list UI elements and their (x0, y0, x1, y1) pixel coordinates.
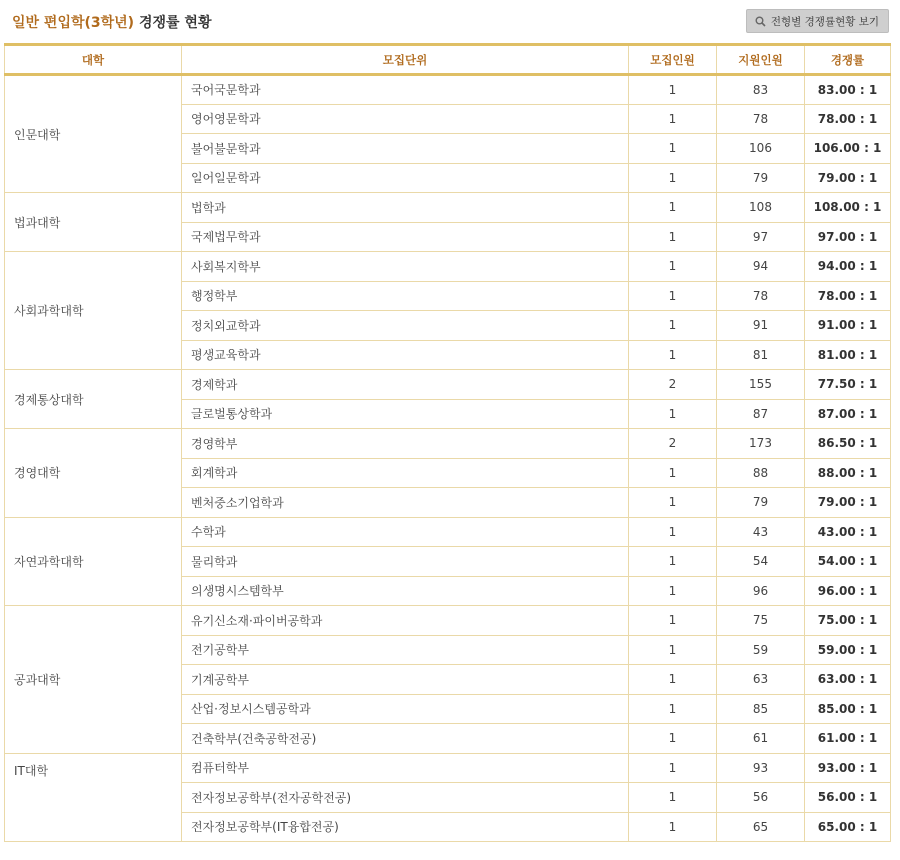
ratio-cell: 65.00 : 1 (805, 812, 891, 842)
view-button-label: 전형별 경쟁률현황 보기 (770, 15, 879, 28)
quota-cell: 1 (629, 783, 717, 813)
quota-cell: 1 (629, 134, 717, 164)
college-cell: 사회과학대학 (5, 252, 182, 370)
ratio-cell: 88.00 : 1 (805, 458, 891, 488)
department-cell: 국어국문학과 (182, 75, 629, 105)
quota-cell: 1 (629, 340, 717, 370)
table-row (5, 753, 891, 783)
table-row (5, 517, 891, 547)
applicants-cell: 65 (717, 812, 805, 842)
view-by-admission-type-button[interactable] (746, 9, 889, 33)
column-header-department: 모집단위 (182, 45, 629, 75)
department-cell: 물리학과 (182, 547, 629, 577)
quota-cell: 1 (629, 222, 717, 252)
department-cell: 일어일문학과 (182, 163, 629, 193)
ratio-cell: 96.00 : 1 (805, 576, 891, 606)
ratio-cell: 91.00 : 1 (805, 311, 891, 341)
ratio-cell: 93.00 : 1 (805, 753, 891, 783)
table-header-row (5, 45, 891, 75)
applicants-cell: 78 (717, 104, 805, 134)
department-cell: 기계공학부 (182, 665, 629, 695)
quota-cell: 1 (629, 193, 717, 223)
ratio-cell: 86.50 : 1 (805, 429, 891, 459)
applicants-cell: 97 (717, 222, 805, 252)
competition-rate-table (4, 43, 891, 842)
quota-cell: 1 (629, 75, 717, 105)
applicants-cell: 173 (717, 429, 805, 459)
column-header-quota: 모집인원 (629, 45, 717, 75)
quota-cell: 1 (629, 606, 717, 636)
ratio-cell: 75.00 : 1 (805, 606, 891, 636)
department-cell: 영어영문학과 (182, 104, 629, 134)
department-cell: 전기공학부 (182, 635, 629, 665)
department-cell: 법학과 (182, 193, 629, 223)
college-cell: 자연과학대학 (5, 517, 182, 606)
page-title-highlight: 일반 편입학(3학년) (12, 15, 135, 31)
column-header-ratio: 경쟁률 (805, 45, 891, 75)
applicants-cell: 78 (717, 281, 805, 311)
ratio-cell: 108.00 : 1 (805, 193, 891, 223)
column-header-college: 대학 (5, 45, 182, 75)
ratio-cell: 63.00 : 1 (805, 665, 891, 695)
quota-cell: 1 (629, 694, 717, 724)
applicants-cell: 61 (717, 724, 805, 754)
applicants-cell: 79 (717, 163, 805, 193)
quota-cell: 1 (629, 399, 717, 429)
quota-cell: 1 (629, 163, 717, 193)
quota-cell: 1 (629, 458, 717, 488)
quota-cell: 2 (629, 429, 717, 459)
quota-cell: 1 (629, 252, 717, 282)
ratio-cell: 78.00 : 1 (805, 104, 891, 134)
applicants-cell: 106 (717, 134, 805, 164)
applicants-cell: 91 (717, 311, 805, 341)
applicants-cell: 59 (717, 635, 805, 665)
applicants-cell: 94 (717, 252, 805, 282)
quota-cell: 1 (629, 281, 717, 311)
department-cell: 불어불문학과 (182, 134, 629, 164)
column-header-applicants: 지원인원 (717, 45, 805, 75)
quota-cell: 1 (629, 104, 717, 134)
quota-cell: 1 (629, 547, 717, 577)
table-body (5, 75, 891, 842)
department-cell: 회계학과 (182, 458, 629, 488)
ratio-cell: 59.00 : 1 (805, 635, 891, 665)
quota-cell: 1 (629, 812, 717, 842)
table-row (5, 252, 891, 282)
applicants-cell: 87 (717, 399, 805, 429)
quota-cell: 1 (629, 488, 717, 518)
ratio-cell: 56.00 : 1 (805, 783, 891, 813)
college-cell: 인문대학 (5, 75, 182, 193)
department-cell: 건축학부(건축공학전공) (182, 724, 629, 754)
ratio-cell: 79.00 : 1 (805, 163, 891, 193)
department-cell: 글로벌통상학과 (182, 399, 629, 429)
department-cell: 평생교육학과 (182, 340, 629, 370)
department-cell: 의생명시스템학부 (182, 576, 629, 606)
ratio-cell: 83.00 : 1 (805, 75, 891, 105)
department-cell: 컴퓨터학부 (182, 753, 629, 783)
ratio-cell: 79.00 : 1 (805, 488, 891, 518)
department-cell: 경영학부 (182, 429, 629, 459)
page-title (12, 12, 211, 32)
department-cell: 수학과 (182, 517, 629, 547)
applicants-cell: 43 (717, 517, 805, 547)
ratio-cell: 87.00 : 1 (805, 399, 891, 429)
applicants-cell: 63 (717, 665, 805, 695)
applicants-cell: 54 (717, 547, 805, 577)
quota-cell: 1 (629, 311, 717, 341)
ratio-cell: 85.00 : 1 (805, 694, 891, 724)
department-cell: 전자정보공학부(전자공학전공) (182, 783, 629, 813)
table-row (5, 429, 891, 459)
applicants-cell: 79 (717, 488, 805, 518)
table-row (5, 75, 891, 105)
applicants-cell: 75 (717, 606, 805, 636)
college-cell: 경영대학 (5, 429, 182, 518)
college-cell: 경제통상대학 (5, 370, 182, 429)
quota-cell: 1 (629, 576, 717, 606)
page-header (0, 0, 900, 44)
department-cell: 국제법무학과 (182, 222, 629, 252)
quota-cell: 1 (629, 753, 717, 783)
ratio-cell: 78.00 : 1 (805, 281, 891, 311)
applicants-cell: 56 (717, 783, 805, 813)
department-cell: 산업·정보시스템공학과 (182, 694, 629, 724)
ratio-cell: 77.50 : 1 (805, 370, 891, 400)
department-cell: 정치외교학과 (182, 311, 629, 341)
ratio-cell: 106.00 : 1 (805, 134, 891, 164)
applicants-cell: 88 (717, 458, 805, 488)
quota-cell: 1 (629, 665, 717, 695)
applicants-cell: 85 (717, 694, 805, 724)
quota-cell: 2 (629, 370, 717, 400)
table-row (5, 370, 891, 400)
ratio-cell: 43.00 : 1 (805, 517, 891, 547)
department-cell: 사회복지학부 (182, 252, 629, 282)
department-cell: 벤처중소기업학과 (182, 488, 629, 518)
applicants-cell: 83 (717, 75, 805, 105)
department-cell: 행정학부 (182, 281, 629, 311)
page-title-rest: 경쟁률 현황 (134, 15, 212, 31)
quota-cell: 1 (629, 517, 717, 547)
department-cell: 유기신소재·파이버공학과 (182, 606, 629, 636)
applicants-cell: 96 (717, 576, 805, 606)
college-cell: IT대학 (5, 753, 182, 842)
applicants-cell: 93 (717, 753, 805, 783)
applicants-cell: 81 (717, 340, 805, 370)
quota-cell: 1 (629, 724, 717, 754)
ratio-cell: 81.00 : 1 (805, 340, 891, 370)
search-icon (755, 16, 766, 27)
ratio-cell: 94.00 : 1 (805, 252, 891, 282)
ratio-cell: 61.00 : 1 (805, 724, 891, 754)
ratio-cell: 97.00 : 1 (805, 222, 891, 252)
quota-cell: 1 (629, 635, 717, 665)
applicants-cell: 155 (717, 370, 805, 400)
table-row (5, 606, 891, 636)
table-row (5, 193, 891, 223)
college-cell: 공과대학 (5, 606, 182, 754)
department-cell: 전자정보공학부(IT융합전공) (182, 812, 629, 842)
applicants-cell: 108 (717, 193, 805, 223)
ratio-cell: 54.00 : 1 (805, 547, 891, 577)
department-cell: 경제학과 (182, 370, 629, 400)
college-cell: 법과대학 (5, 193, 182, 252)
